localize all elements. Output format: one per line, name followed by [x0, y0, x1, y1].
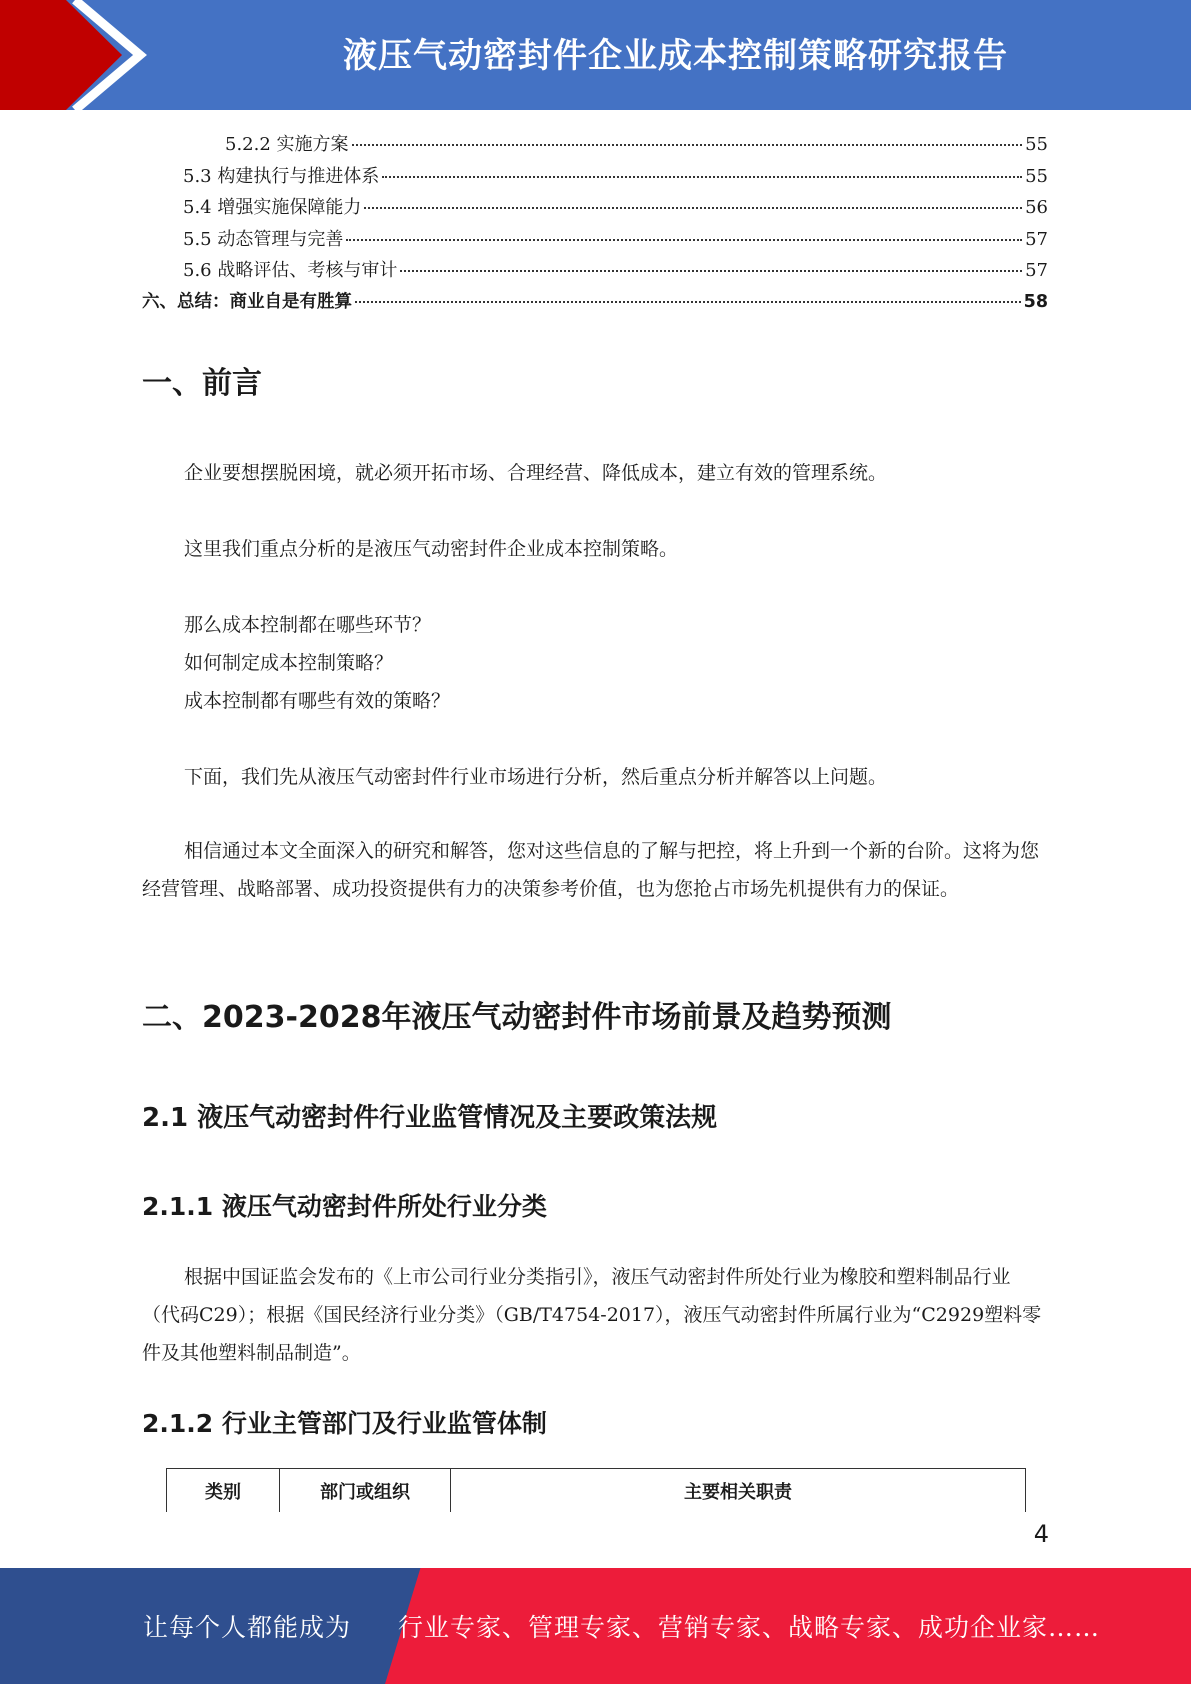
toc-entry-title: 5.4 增强实施保障能力	[183, 197, 362, 218]
section-heading-preface: 一、前言	[142, 366, 262, 401]
header-red-arrow	[0, 0, 160, 110]
toc-entry[interactable]	[142, 162, 1048, 194]
toc-entry-page: 55	[1025, 165, 1048, 187]
toc-entry[interactable]	[142, 256, 1048, 288]
paragraph: 这里我们重点分析的是液压气动密封件企业成本控制策略。	[184, 538, 679, 560]
table-header-cell: 类别	[167, 1469, 280, 1513]
footer-slogan-right: 行业专家、管理专家、营销专家、战略专家、成功企业家……	[398, 1613, 1101, 1642]
table-header-cell: 主要相关职责	[451, 1469, 1026, 1513]
toc-leader-dots	[382, 176, 1022, 178]
paragraph: 下面，我们先从液压气动密封件行业市场进行分析，然后重点分析并解答以上问题。	[184, 766, 888, 788]
toc-leader-dots	[352, 144, 1023, 146]
report-title: 液压气动密封件企业成本控制策略研究报告	[343, 36, 1008, 76]
toc-entry-page: 57	[1025, 228, 1048, 250]
toc-leader-dots	[346, 239, 1022, 241]
toc-entry-page: 55	[1025, 134, 1048, 155]
question-line: 那么成本控制都在哪些环节？	[184, 614, 432, 636]
toc-entry-page: 57	[1025, 260, 1048, 281]
page-footer	[0, 1568, 1191, 1684]
toc-entry[interactable]	[142, 130, 1048, 162]
subsubsection-heading: 2.1.1 液压气动密封件所处行业分类	[142, 1192, 547, 1221]
subsection-heading: 2.1 液压气动密封件行业监管情况及主要政策法规	[142, 1103, 718, 1133]
toc-leader-dots	[355, 301, 1021, 303]
toc-entry-title: 5.3 构建执行与推进体系	[183, 165, 380, 187]
regulatory-table	[166, 1468, 1026, 1512]
toc-leader-dots	[364, 207, 1022, 209]
footer-slogan-left: 让每个人都能成为	[143, 1613, 352, 1642]
toc-leader-dots	[400, 270, 1022, 272]
toc-entry-title: 六、总结：商业自是有胜算	[142, 291, 352, 312]
subsubsection-heading: 2.1.2 行业主管部门及行业监管体制	[142, 1409, 547, 1438]
paragraph: 相信通过本文全面深入的研究和解答，您对这些信息的了解与把控，将上升到一个新的台阶。这将为您经营管理、战略部署、成功投资提供有力的决策参考价值，也为您抢占市场先机提供有力的保证。	[142, 840, 1040, 900]
toc-entry-page: 56	[1025, 197, 1048, 218]
table-header-cell: 部门或组织	[280, 1469, 451, 1513]
toc-entry-title: 5.6 战略评估、考核与审计	[183, 260, 398, 281]
question-line: 如何制定成本控制策略？	[184, 652, 394, 674]
toc-entry[interactable]	[142, 288, 1048, 320]
toc-entry-title: 5.5 动态管理与完善	[183, 228, 344, 250]
paragraph: 根据中国证监会发布的《上市公司行业分类指引》，液压气动密封件所处行业为橡胶和塑料制品行业（代码C29）；根据《国民经济行业分类》（GB/T4754-2017），液压气动密封件所属行业为“C2929塑料零件及其他塑料制品制造”。	[142, 1266, 1042, 1364]
page-header	[0, 0, 1191, 110]
table-of-contents	[142, 130, 1048, 319]
page-number: 4	[1033, 1520, 1049, 1548]
toc-entry-title: 5.2.2 实施方案	[225, 134, 349, 155]
paragraph: 企业要想摆脱困境，就必须开拓市场、合理经营、降低成本，建立有效的管理系统。	[184, 462, 888, 484]
section-heading-market-outlook: 二、2023-2028年液压气动密封件市场前景及趋势预测	[142, 1000, 892, 1035]
question-line: 成本控制都有哪些有效的策略？	[184, 690, 451, 712]
toc-entry[interactable]	[142, 225, 1048, 257]
toc-entry-page: 58	[1023, 291, 1048, 312]
table-header-row	[167, 1469, 1026, 1513]
toc-entry[interactable]	[142, 193, 1048, 225]
